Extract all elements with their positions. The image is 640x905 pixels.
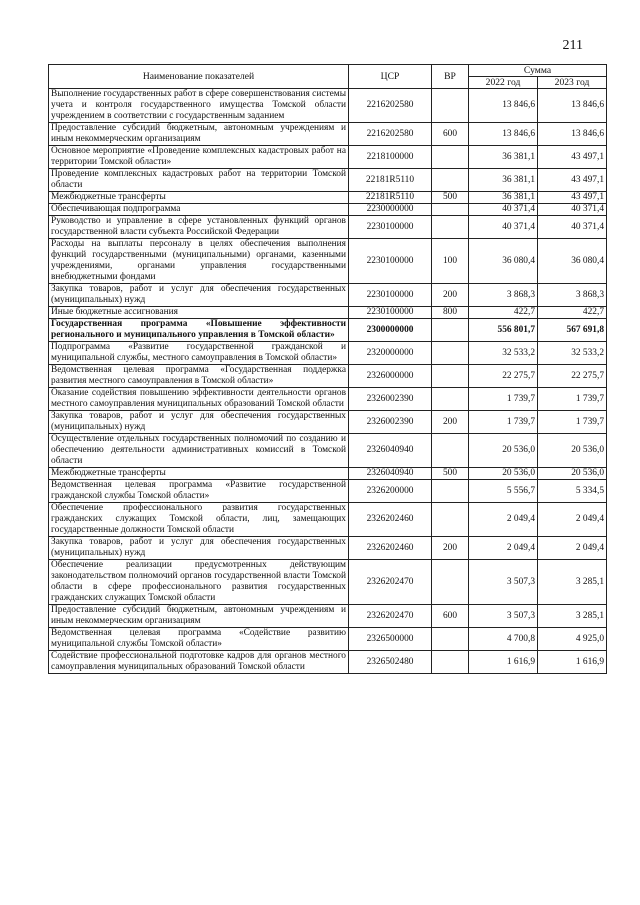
table-row bbox=[49, 146, 607, 169]
row-vr-cell bbox=[432, 365, 469, 388]
row-csr-cell: 2326040940 bbox=[349, 468, 432, 480]
row-name-cell: Ведомственная целевая программа «Содействие развитию муниципальной службы Томской области» bbox=[49, 628, 349, 651]
row-sum-2023-cell: 22 275,7 bbox=[538, 365, 607, 388]
table-row bbox=[49, 342, 607, 365]
row-name-cell: Межбюджетные трансферты bbox=[49, 468, 349, 480]
row-csr-cell: 2216202580 bbox=[349, 89, 432, 123]
table-row bbox=[49, 651, 607, 674]
row-vr-cell bbox=[432, 651, 469, 674]
row-name-cell: Основное мероприятие «Проведение комплексных кадастровых работ на территории Томской области» bbox=[49, 146, 349, 169]
header-name: Наименование показателей bbox=[49, 65, 349, 89]
row-sum-2023-cell: 20 536,0 bbox=[538, 434, 607, 468]
row-sum-2022-cell: 40 371,4 bbox=[469, 216, 538, 239]
row-sum-2023-cell: 13 846,6 bbox=[538, 123, 607, 146]
row-sum-2022-cell: 3 507,3 bbox=[469, 605, 538, 628]
row-sum-2022-cell: 1 739,7 bbox=[469, 411, 538, 434]
row-vr-cell bbox=[432, 169, 469, 192]
row-csr-cell: 2326200000 bbox=[349, 480, 432, 503]
row-sum-2023-cell: 422,7 bbox=[538, 307, 607, 319]
row-sum-2022-cell: 36 381,1 bbox=[469, 169, 538, 192]
row-sum-2022-cell: 4 700,8 bbox=[469, 628, 538, 651]
page-number: 211 bbox=[562, 38, 583, 53]
row-vr-cell: 200 bbox=[432, 537, 469, 560]
row-csr-cell: 2326000000 bbox=[349, 365, 432, 388]
table-row bbox=[49, 605, 607, 628]
row-csr-cell: 2300000000 bbox=[349, 319, 432, 342]
row-csr-cell: 2326002390 bbox=[349, 388, 432, 411]
row-sum-2023-cell: 3 868,3 bbox=[538, 284, 607, 307]
row-csr-cell: 2218100000 bbox=[349, 146, 432, 169]
row-vr-cell: 500 bbox=[432, 192, 469, 204]
row-name-cell: Ведомственная целевая программа «Развитие государственной гражданской службы Томской области» bbox=[49, 480, 349, 503]
row-sum-2022-cell: 36 381,1 bbox=[469, 146, 538, 169]
row-sum-2023-cell: 40 371,4 bbox=[538, 204, 607, 216]
table-row bbox=[49, 216, 607, 239]
row-vr-cell bbox=[432, 434, 469, 468]
row-sum-2023-cell: 2 049,4 bbox=[538, 537, 607, 560]
row-vr-cell bbox=[432, 146, 469, 169]
row-vr-cell bbox=[432, 560, 469, 605]
row-csr-cell: 2326502480 bbox=[349, 651, 432, 674]
row-vr-cell: 200 bbox=[432, 284, 469, 307]
row-csr-cell: 2216202580 bbox=[349, 123, 432, 146]
row-sum-2023-cell: 36 080,4 bbox=[538, 239, 607, 284]
row-sum-2022-cell: 2 049,4 bbox=[469, 537, 538, 560]
row-sum-2023-cell: 40 371,4 bbox=[538, 216, 607, 239]
row-sum-2023-cell: 1 739,7 bbox=[538, 388, 607, 411]
table-row bbox=[49, 239, 607, 284]
row-name-cell: Закупка товаров, работ и услуг для обеспечения государственных (муниципальных) нужд bbox=[49, 284, 349, 307]
table-row bbox=[49, 628, 607, 651]
table-row bbox=[49, 204, 607, 216]
row-name-cell: Иные бюджетные ассигнования bbox=[49, 307, 349, 319]
row-csr-cell: 2326040940 bbox=[349, 434, 432, 468]
row-sum-2022-cell: 32 533,2 bbox=[469, 342, 538, 365]
row-vr-cell bbox=[432, 89, 469, 123]
row-sum-2022-cell: 556 801,7 bbox=[469, 319, 538, 342]
row-name-cell: Обеспечивающая подпрограмма bbox=[49, 204, 349, 216]
header-year-2022: 2022 год bbox=[469, 77, 538, 89]
row-csr-cell: 22181R5110 bbox=[349, 169, 432, 192]
row-csr-cell: 22181R5110 bbox=[349, 192, 432, 204]
header-csr: ЦСР bbox=[349, 65, 432, 89]
row-csr-cell: 2326202460 bbox=[349, 537, 432, 560]
row-sum-2023-cell: 1 739,7 bbox=[538, 411, 607, 434]
table-row bbox=[49, 169, 607, 192]
row-vr-cell bbox=[432, 342, 469, 365]
row-name-cell: Закупка товаров, работ и услуг для обеспечения государственных (муниципальных) нужд bbox=[49, 411, 349, 434]
table-row bbox=[49, 560, 607, 605]
row-sum-2022-cell: 1 616,9 bbox=[469, 651, 538, 674]
row-sum-2023-cell: 20 536,0 bbox=[538, 468, 607, 480]
row-vr-cell: 100 bbox=[432, 239, 469, 284]
row-sum-2023-cell: 13 846,6 bbox=[538, 89, 607, 123]
table-body bbox=[49, 89, 607, 674]
row-csr-cell: 2326002390 bbox=[349, 411, 432, 434]
row-csr-cell: 2230100000 bbox=[349, 216, 432, 239]
row-name-cell: Закупка товаров, работ и услуг для обеспечения государственных (муниципальных) нужд bbox=[49, 537, 349, 560]
row-sum-2022-cell: 13 846,6 bbox=[469, 123, 538, 146]
row-sum-2022-cell: 13 846,6 bbox=[469, 89, 538, 123]
row-vr-cell bbox=[432, 628, 469, 651]
row-vr-cell bbox=[432, 204, 469, 216]
row-vr-cell bbox=[432, 388, 469, 411]
row-vr-cell bbox=[432, 503, 469, 537]
row-vr-cell: 600 bbox=[432, 605, 469, 628]
row-name-cell: Межбюджетные трансферты bbox=[49, 192, 349, 204]
table-row bbox=[49, 434, 607, 468]
row-csr-cell: 2326202460 bbox=[349, 503, 432, 537]
header-year-2023: 2023 год bbox=[538, 77, 607, 89]
row-sum-2022-cell: 36 080,4 bbox=[469, 239, 538, 284]
row-name-cell: Оказание содействия повышению эффективности деятельности органов местного самоуправления муниципальных образований Томской области bbox=[49, 388, 349, 411]
table-row bbox=[49, 411, 607, 434]
row-sum-2023-cell: 43 497,1 bbox=[538, 146, 607, 169]
row-csr-cell: 2230100000 bbox=[349, 239, 432, 284]
row-vr-cell bbox=[432, 216, 469, 239]
table-header bbox=[49, 65, 607, 89]
row-vr-cell bbox=[432, 319, 469, 342]
row-csr-cell: 2320000000 bbox=[349, 342, 432, 365]
row-sum-2023-cell: 3 285,1 bbox=[538, 605, 607, 628]
row-csr-cell: 2230100000 bbox=[349, 307, 432, 319]
row-sum-2022-cell: 20 536,0 bbox=[469, 468, 538, 480]
row-sum-2023-cell: 5 334,5 bbox=[538, 480, 607, 503]
row-csr-cell: 2326500000 bbox=[349, 628, 432, 651]
row-sum-2023-cell: 32 533,2 bbox=[538, 342, 607, 365]
row-sum-2022-cell: 5 556,7 bbox=[469, 480, 538, 503]
row-name-cell: Государственная программа «Повышение эффективности регионального и муниципального управления в Томской области» bbox=[49, 319, 349, 342]
table-row bbox=[49, 468, 607, 480]
row-vr-cell: 500 bbox=[432, 468, 469, 480]
row-sum-2022-cell: 40 371,4 bbox=[469, 204, 538, 216]
row-sum-2023-cell: 4 925,0 bbox=[538, 628, 607, 651]
table-row bbox=[49, 284, 607, 307]
row-csr-cell: 2326202470 bbox=[349, 605, 432, 628]
row-name-cell: Выполнение государственных работ в сфере совершенствования системы учета и контроля государственного имущества Томской области учреждением в соответствии с государственным заданием bbox=[49, 89, 349, 123]
row-name-cell: Обеспечение реализации предусмотренных действующим законодательством полномочий органов государственной власти Томской области в сфере профессионального развития государственных гражданских служащих Томской области bbox=[49, 560, 349, 605]
row-csr-cell: 2230100000 bbox=[349, 284, 432, 307]
row-name-cell: Ведомственная целевая программа «Государственная поддержка развития местного самоуправления в Томской области» bbox=[49, 365, 349, 388]
table-row bbox=[49, 480, 607, 503]
row-vr-cell bbox=[432, 480, 469, 503]
header-sum: Сумма bbox=[469, 65, 607, 77]
table-row bbox=[49, 123, 607, 146]
row-sum-2022-cell: 20 536,0 bbox=[469, 434, 538, 468]
row-name-cell: Подпрограмма «Развитие государственной гражданской и муниципальной службы, местного самоуправления в Томской области» bbox=[49, 342, 349, 365]
header-vr: ВР bbox=[432, 65, 469, 89]
row-name-cell: Предоставление субсидий бюджетным, автономным учреждениям и иным некоммерческим организациям bbox=[49, 605, 349, 628]
table-row bbox=[49, 319, 607, 342]
row-sum-2022-cell: 1 739,7 bbox=[469, 388, 538, 411]
row-csr-cell: 2230000000 bbox=[349, 204, 432, 216]
table-row bbox=[49, 307, 607, 319]
row-sum-2022-cell: 422,7 bbox=[469, 307, 538, 319]
row-sum-2022-cell: 3 507,3 bbox=[469, 560, 538, 605]
row-name-cell: Проведение комплексных кадастровых работ на территории Томской области bbox=[49, 169, 349, 192]
row-name-cell: Предоставление субсидий бюджетным, автономным учреждениям и иным некоммерческим организациям bbox=[49, 123, 349, 146]
row-sum-2022-cell: 36 381,1 bbox=[469, 192, 538, 204]
row-vr-cell: 600 bbox=[432, 123, 469, 146]
table-row bbox=[49, 89, 607, 123]
row-sum-2023-cell: 1 616,9 bbox=[538, 651, 607, 674]
row-name-cell: Руководство и управление в сфере установленных функций органов государственной власти субъекта Российской Федерации bbox=[49, 216, 349, 239]
row-sum-2022-cell: 22 275,7 bbox=[469, 365, 538, 388]
row-name-cell: Осуществление отдельных государственных полномочий по созданию и обеспечению деятельности административных комиссий в Томской области bbox=[49, 434, 349, 468]
table-row bbox=[49, 365, 607, 388]
row-sum-2023-cell: 3 285,1 bbox=[538, 560, 607, 605]
table-row bbox=[49, 192, 607, 204]
row-sum-2022-cell: 2 049,4 bbox=[469, 503, 538, 537]
table-row bbox=[49, 503, 607, 537]
row-name-cell: Расходы на выплаты персоналу в целях обеспечения выполнения функций государственными (муниципальными) органами, казенными учреждениями, органами управления государственными внебюджетными фондами bbox=[49, 239, 349, 284]
row-sum-2023-cell: 43 497,1 bbox=[538, 192, 607, 204]
table-row bbox=[49, 537, 607, 560]
budget-table bbox=[48, 64, 607, 674]
row-sum-2023-cell: 2 049,4 bbox=[538, 503, 607, 537]
row-name-cell: Обеспечение профессионального развития государственных гражданских служащих Томской области, лиц, замещающих государственные должности Томской области bbox=[49, 503, 349, 537]
row-sum-2022-cell: 3 868,3 bbox=[469, 284, 538, 307]
row-vr-cell: 800 bbox=[432, 307, 469, 319]
row-sum-2023-cell: 43 497,1 bbox=[538, 169, 607, 192]
row-name-cell: Содействие профессиональной подготовке кадров для органов местного самоуправления муниципальных образований Томской области bbox=[49, 651, 349, 674]
row-sum-2023-cell: 567 691,8 bbox=[538, 319, 607, 342]
row-csr-cell: 2326202470 bbox=[349, 560, 432, 605]
row-vr-cell: 200 bbox=[432, 411, 469, 434]
table-row bbox=[49, 388, 607, 411]
